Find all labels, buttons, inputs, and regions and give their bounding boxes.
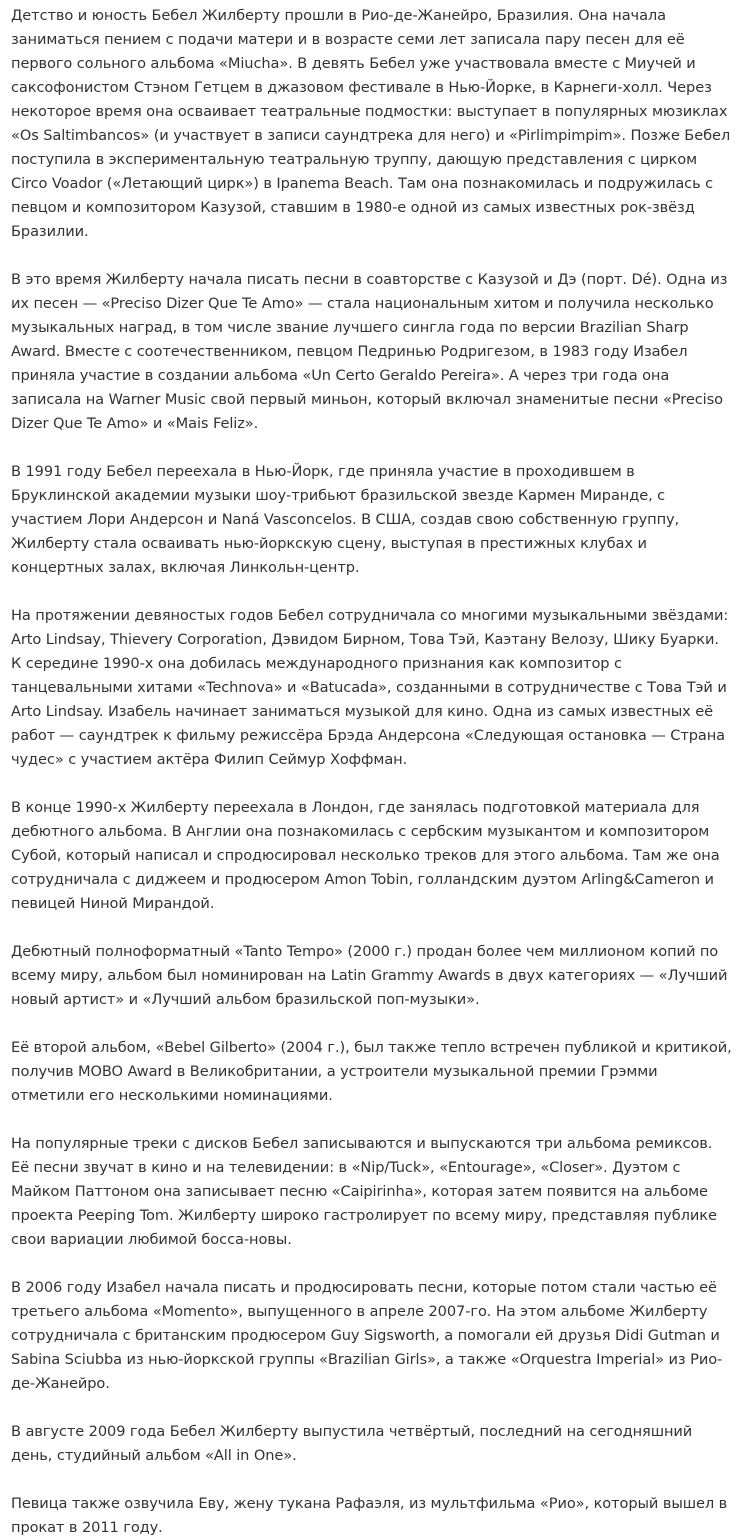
paragraph-rio-voice: Певица также озвучила Еву, жену тукана Рафаэля, из мультфильма «Рио», который вышел в прокат в 2011 году.: [11, 1495, 728, 1536]
paragraph-fourth-album: В августе 2009 года Бебел Жилберту выпустила четвёртый, последний на сегодняшний день, студийный альбом «All in One».: [11, 1423, 693, 1464]
paragraph-childhood: Детство и юность Бебел Жилберту прошли в Рио-де-Жанейро, Бразилия. Она начала заниматься пением с подачи матери и в возрасте семи лет записала пару песен для её первого сольного альбома «Miucha». В девять Бебел уже участвовала вместе с Миучей и саксофонистом Стэном Гетцем в джазовом фестивале в Нью-Йорке, в Карнеги-холл. Через некоторое время она осваивает театральные подмостки: выступает в популярных мюзиклах «Os Saltimbancos» (и участвует в записи саундтрека для него) и «Pirlimpimpim». Позже Бебел поступила в экспериментальную театральную труппу, дающую представления с цирком Circo Voador («Летающий цирк») в Ipanema Beach. Там она познакомилась и подружилась с певцом и композитором Казузой, ставшим в 1980-е одной из самых известных рок-звёзд Бразилии.: [11, 7, 731, 240]
paragraph-debut-album: Дебютный полноформатный «Tanto Tempo» (2000 г.) продан более чем миллионом копий по всему миру, альбом был номинирован на Latin Grammy Awards в двух категориях — «Лучший новый артист» и «Лучший альбом бразильской поп-музыки».: [11, 943, 728, 1008]
paragraph-third-album: В 2006 году Изабел начала писать и продюсировать песни, которые потом стали частью её третьего альбома «Momento», выпущенного в апреле 2007-го. На этом альбоме Жилберту сотрудничала с британским продюсером Guy Sigsworth, а помогали ей друзья Didi Gutman и Sabina Sciubba из нью-йоркской группы «Brazilian Girls», а также «Orquestra Imperial» из Рио-де-Жанейро.: [11, 1279, 723, 1392]
paragraph-second-album: Её второй альбом, «Bebel Gilberto» (2004 г.), был также тепло встречен публикой и критикой, получив MOBO Award в Великобритании, а устроители музыкальной премии Грэмми отметили его несколькими номинациями.: [11, 1039, 732, 1104]
paragraph-new-york: В 1991 году Бебел переехала в Нью-Йорк, где приняла участие в проходившем в Бруклинской академии музыки шоу-трибьют бразильской звезде Кармен Миранде, с участием Лори Андерсон и Naná Vasconcelos. В США, создав свою собственную группу, Жилберту стала осваивать нью-йоркскую сцену, выступая в престижных клубах и концертных залах, включая Линкольн-центр.: [11, 463, 680, 576]
paragraph-remixes: На популярные треки с дисков Бебел записываются и выпускаются три альбома ремиксов. Её песни звучат в кино и на телевидении: в «Nip/Tuck», «Entourage», «Closer». Дуэтом с Майком Паттоном она записывает песню «Caipirinha», которая затем появится на альбоме проекта Peeping Tom. Жилберту широко гастролирует по всему миру, представляя публике свои вариации любимой босса-новы.: [11, 1135, 717, 1248]
paragraph-songwriting: В это время Жилберту начала писать песни в соавторстве с Казузой и Дэ (порт. Dé). Одна из их песен — «Preciso Dizer Que Te Amo» — стала национальным хитом и получила несколько музыкальных наград, в том числе звание лучшего сингла года по версии Brazilian Sharp Award. Вместе с соотечественником, певцом Педринью Родригезом, в 1983 году Изабел приняла участие в создании альбома «Un Certo Geraldo Pereira». А через три года она записала на Warner Music свой первый миньон, который включал знаменитые песни «Preciso Dizer Que Te Amo» и «Mais Feliz».: [11, 271, 728, 432]
paragraph-nineties-collaborations: На протяжении девяностых годов Бебел сотрудничала со многими музыкальными звёздами: Arto Lindsay, Thievery Corporation, Дэвидом Бирном, Това Тэй, Каэтану Велозу, Шику Буарки. К середине 1990-х она добилась международного признания как композитор с танцевальными хитами «Technova» и «Batucada», созданными в сотрудничестве с Това Тэй и Arto Lindsay. Изабель начинает заниматься музыкой для кино. Одна из самых известных её работ — саундтрек к фильму режиссёра Брэда Андерсона «Следующая остановка — Страна чудес» с участием актёра Филип Сеймур Хоффман.: [11, 607, 729, 768]
paragraph-london: В конце 1990-х Жилберту переехала в Лондон, где занялась подготовкой материала для дебютного альбома. В Англии она познакомилась с сербским музыкантом и композитором Субой, который написал и спродюсировал несколько треков для этого альбома. Там же она сотрудничала с диджеем и продюсером Amon Tobin, голландским дуэтом Arling&Cameron и певицей Ниной Мирандой.: [11, 799, 720, 912]
